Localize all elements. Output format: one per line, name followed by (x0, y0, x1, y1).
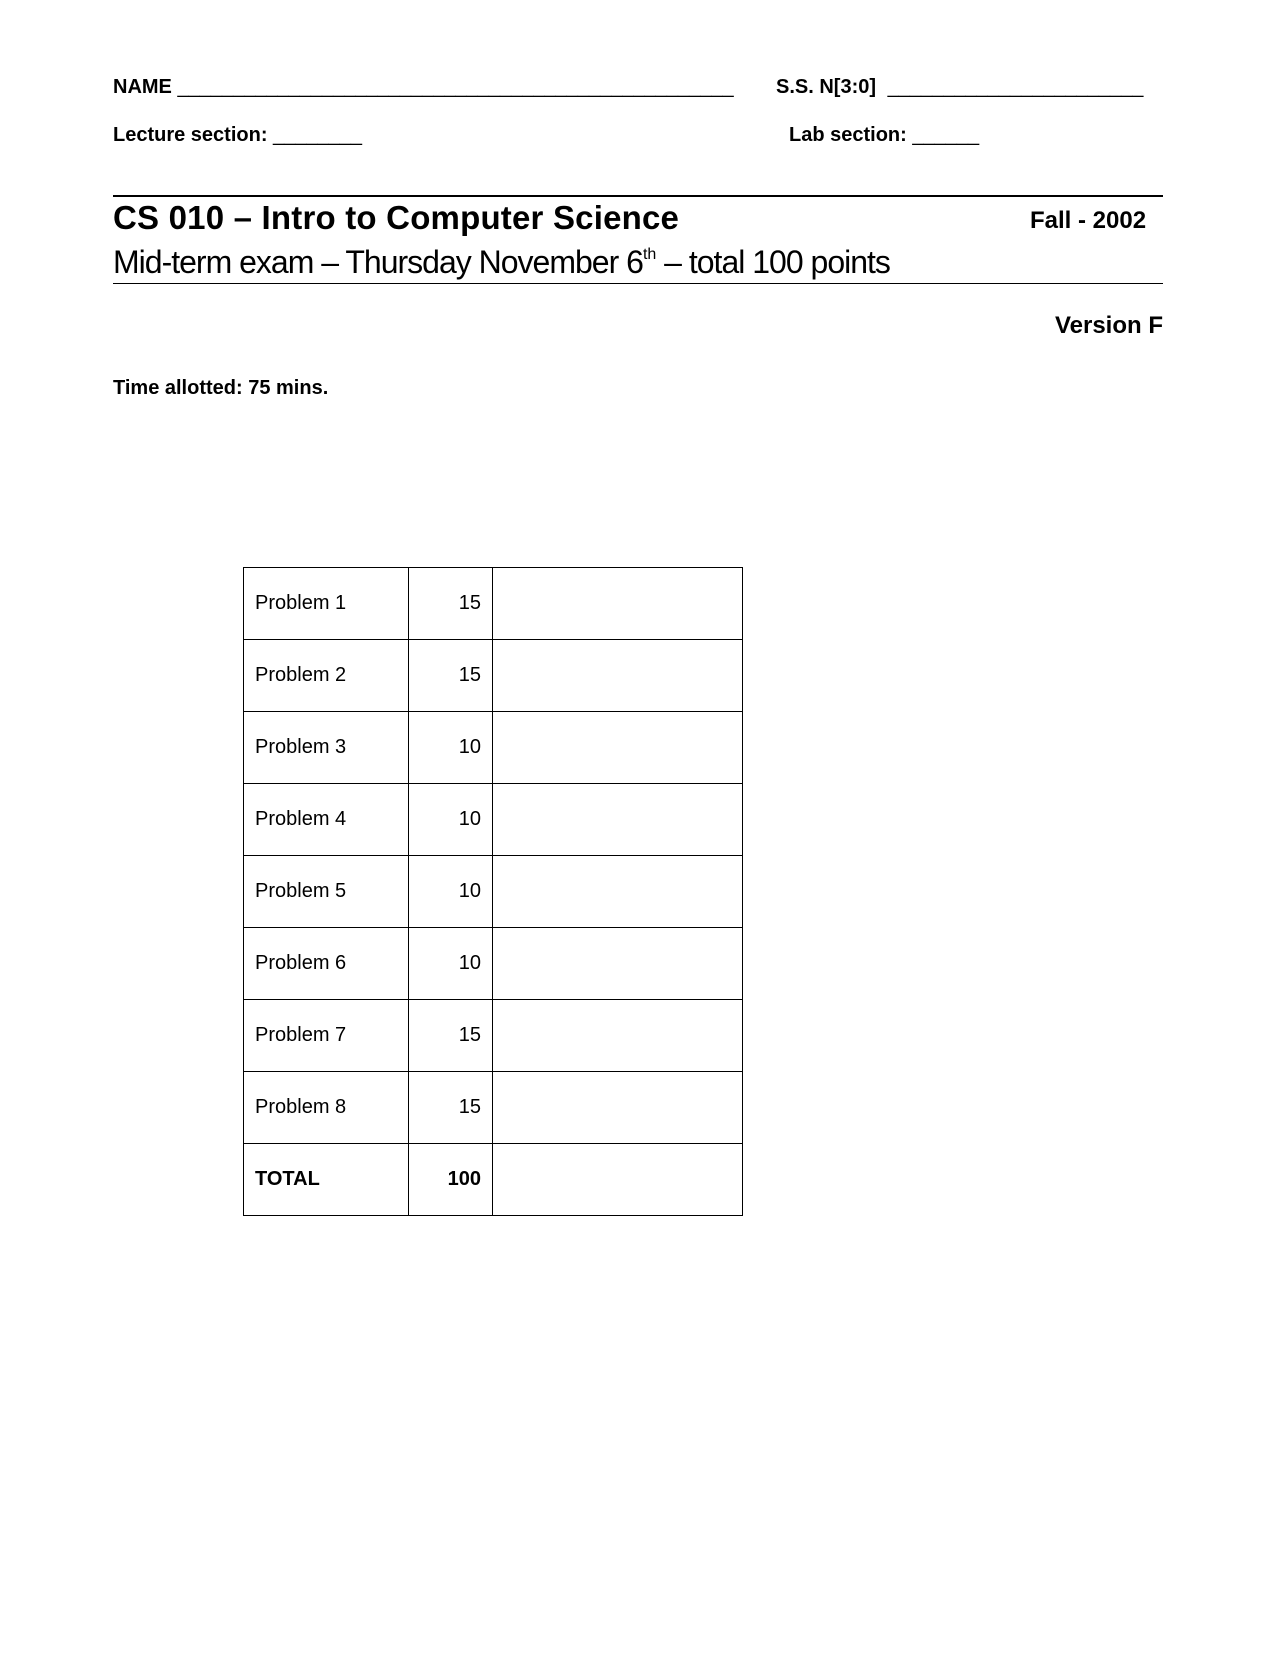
problem-label: Problem 5 (244, 856, 409, 928)
version-label: Version F (1054, 312, 1163, 339)
problem-label: Problem 8 (244, 1072, 409, 1144)
problem-points: 10 (409, 712, 493, 784)
lab-section-field (789, 124, 979, 147)
problem-points: 10 (409, 928, 493, 1000)
ssn-label: S.S. N[3:0] (776, 76, 877, 98)
score-cell[interactable] (493, 784, 743, 856)
score-cell[interactable] (493, 928, 743, 1000)
problem-label: Problem 1 (244, 568, 409, 640)
exam-subtitle-main: Mid-term exam – Thursday November 6 (113, 244, 643, 280)
time-allotted: Time allotted: 75 mins. (113, 377, 329, 399)
exam-date-suffix: th (642, 246, 657, 263)
table-row (244, 640, 743, 712)
score-cell[interactable] (493, 856, 743, 928)
lecture-section-blank[interactable]: ________ (273, 124, 363, 146)
course-title: CS 010 – Intro to Computer Science (113, 199, 680, 236)
total-row (244, 1144, 743, 1216)
score-cell[interactable] (493, 712, 743, 784)
ssn-field (776, 76, 1143, 99)
problem-points: 15 (409, 640, 493, 712)
problem-label: Problem 6 (244, 928, 409, 1000)
table-row (244, 712, 743, 784)
table-row (244, 784, 743, 856)
lecture-section-field (113, 124, 362, 147)
table-row (244, 568, 743, 640)
total-label: TOTAL (244, 1144, 409, 1216)
term-label: Fall - 2002 (1030, 207, 1147, 234)
score-cell[interactable] (493, 1000, 743, 1072)
score-cell[interactable] (493, 568, 743, 640)
problem-label: Problem 2 (244, 640, 409, 712)
problem-points: 15 (409, 1000, 493, 1072)
problem-points: 15 (409, 1072, 493, 1144)
name-blank[interactable]: __________________________________________________ (177, 76, 734, 98)
total-points: 100 (409, 1144, 493, 1216)
table-row (244, 856, 743, 928)
total-score-cell[interactable] (493, 1144, 743, 1216)
lab-section-blank[interactable]: ______ (912, 124, 980, 146)
problem-points: 10 (409, 856, 493, 928)
title-bottom-rule (113, 283, 1163, 284)
exam-subtitle-points: – total 100 points (656, 244, 890, 280)
problem-label: Problem 4 (244, 784, 409, 856)
name-field (113, 76, 734, 99)
ssn-blank[interactable]: _______________________ (887, 76, 1144, 98)
score-cell[interactable] (493, 1072, 743, 1144)
problem-label: Problem 7 (244, 1000, 409, 1072)
exam-subtitle (113, 244, 890, 281)
score-cell[interactable] (493, 640, 743, 712)
problem-points: 15 (409, 568, 493, 640)
table-row (244, 1072, 743, 1144)
problem-label: Problem 3 (244, 712, 409, 784)
problem-points: 10 (409, 784, 493, 856)
score-table (243, 567, 743, 1216)
name-label: NAME (113, 76, 172, 98)
title-top-rule (113, 195, 1163, 197)
table-row (244, 928, 743, 1000)
lab-section-label: Lab section: (789, 124, 907, 146)
lecture-section-label: Lecture section: (113, 124, 268, 146)
table-row (244, 1000, 743, 1072)
